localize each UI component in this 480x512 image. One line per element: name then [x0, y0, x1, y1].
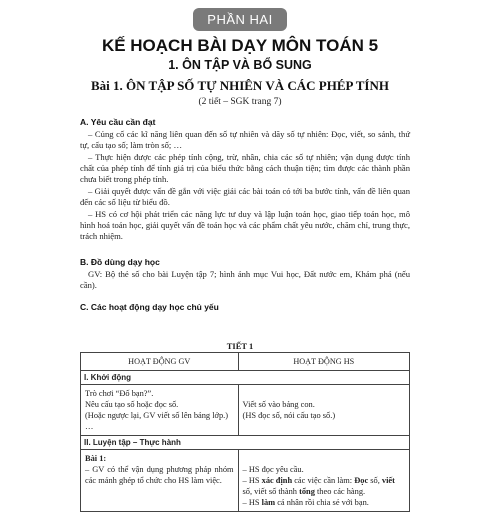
part2-hs-2e: số,	[368, 476, 382, 485]
section-b-paragraph-1	[80, 269, 410, 291]
part2-hs-1-text: – HS đọc yêu cầu.	[242, 465, 304, 474]
section-a-p4-text: – HS có cơ hội phát triển các năng lực tư duy và lập luận toán học, giao tiếp toán học, mô hình hoá toán học, giải quyết vấn đề toán học và các phẩm chất yêu nước, chăm chỉ, trung thực, trách nhiệm.	[80, 209, 410, 242]
lesson-title: Bài 1. ÔN TẬP SỐ TỰ NHIÊN VÀ CÁC PHÉP TÍNH	[91, 78, 389, 93]
column-header-gv: HOẠT ĐỘNG GV	[81, 353, 239, 371]
section-a-paragraph-2	[80, 152, 410, 186]
part2-hs-line-2	[243, 475, 405, 497]
part2-hs-cell	[238, 450, 409, 512]
part2-hs-2h: tổng	[299, 487, 315, 496]
section-a-paragraph-1	[80, 129, 410, 151]
table-row-part2	[81, 450, 410, 512]
lesson-note: (2 tiết – SGK trang 7)	[198, 97, 282, 107]
part1-heading: I. Khởi động	[81, 371, 410, 385]
part2-hs-2c: các việc cần làm:	[292, 476, 355, 485]
table-row-part1-heading	[81, 371, 410, 385]
part2-exercise-label: Bài 1:	[85, 454, 107, 463]
section-a-p2-text: – Thực hiện được các phép tính cộng, trừ, nhân, chia các số tự nhiên; vận dụng được tính chất của phép tính để tính giá trị của biểu thức bằng cách thuận tiện; tìm được các thành phần chưa biết trong phép tính.	[80, 152, 410, 185]
section-a-p3-text: – Giải quyết được vấn đề gắn với việc giải các bài toán có tới ba bước tính, vấn đề liên quan đến các số liệu từ biểu đồ.	[80, 186, 410, 208]
part2-gv-cell	[81, 450, 239, 512]
part2-hs-3a: – HS	[242, 498, 262, 507]
part2-gv-text: – GV có thể vận dụng phương pháp nhóm các mảnh ghép tổ chức cho HS làm việc.	[85, 465, 234, 485]
part1-gv-line: …	[85, 422, 94, 431]
chapter-subtitle: 1. ÔN TẬP VÀ BỔ SUNG	[168, 58, 312, 72]
part2-hs-line-1	[243, 464, 405, 475]
part1-hs-line: (HS đọc số, nói cấu tạo số.)	[242, 411, 336, 420]
part2-hs-2a: – HS	[242, 476, 262, 485]
part1-hs-cell	[238, 385, 409, 436]
section-a-heading: A. Yêu cầu cần đạt	[80, 117, 156, 127]
part2-hs-2f: viết	[381, 476, 395, 485]
period-label: TIẾT 1	[226, 341, 254, 351]
page-title: KẾ HOẠCH BÀI DẠY MÔN TOÁN 5	[101, 36, 379, 55]
part1-hs-spacer	[243, 388, 405, 399]
part2-hs-spacer	[243, 453, 405, 464]
part2-hs-3b: làm	[261, 498, 276, 507]
part1-gv-line: Trò chơi “Đố bạn?”.	[85, 389, 154, 398]
table-row-part1	[81, 385, 410, 436]
column-header-hs: HOẠT ĐỘNG HS	[238, 353, 409, 371]
section-b-p1-text: GV: Bộ thẻ số cho bài Luyện tập 7; hình ảnh mục Vui học, Đất nước em, Khám phá (nếu cần).	[80, 269, 410, 291]
table-header-row	[81, 353, 410, 371]
part2-hs-2g: số, viết số thành	[242, 487, 300, 496]
part2-hs-3c: cá nhân rồi chia sẻ với bạn.	[275, 498, 369, 507]
part1-hs-line: Viết số vào bảng con.	[242, 400, 315, 409]
part2-hs-2b: xác định	[261, 476, 293, 485]
section-b-heading: B. Đồ dùng dạy học	[80, 257, 160, 267]
banner-wrap	[0, 8, 480, 31]
part1-gv-cell	[81, 385, 239, 436]
section-a-p1-text: – Củng cố các kĩ năng liên quan đến số tự nhiên và dãy số tự nhiên: Đọc, viết, so sánh, thứ tự, cấu tạo số; làm tròn số; …	[80, 129, 410, 151]
section-c-heading: C. Các hoạt động dạy học chủ yếu	[80, 302, 219, 312]
lesson-plan-table	[80, 352, 410, 512]
part2-heading: II. Luyện tập – Thực hành	[81, 436, 410, 450]
part-banner: PHẦN HAI	[193, 8, 286, 31]
part2-hs-line-3	[243, 497, 405, 508]
part1-gv-line: Nêu cấu tạo số hoặc đọc số.	[85, 400, 179, 409]
table-row-part2-heading	[81, 436, 410, 450]
part2-hs-2i: theo các hàng.	[314, 487, 366, 496]
section-a-paragraph-4	[80, 209, 410, 243]
part2-hs-2d: Đọc	[354, 476, 369, 485]
section-a-paragraph-3	[80, 186, 410, 208]
part1-gv-line: (Hoặc ngược lại, GV viết số lên bảng lớp.)	[85, 411, 229, 420]
